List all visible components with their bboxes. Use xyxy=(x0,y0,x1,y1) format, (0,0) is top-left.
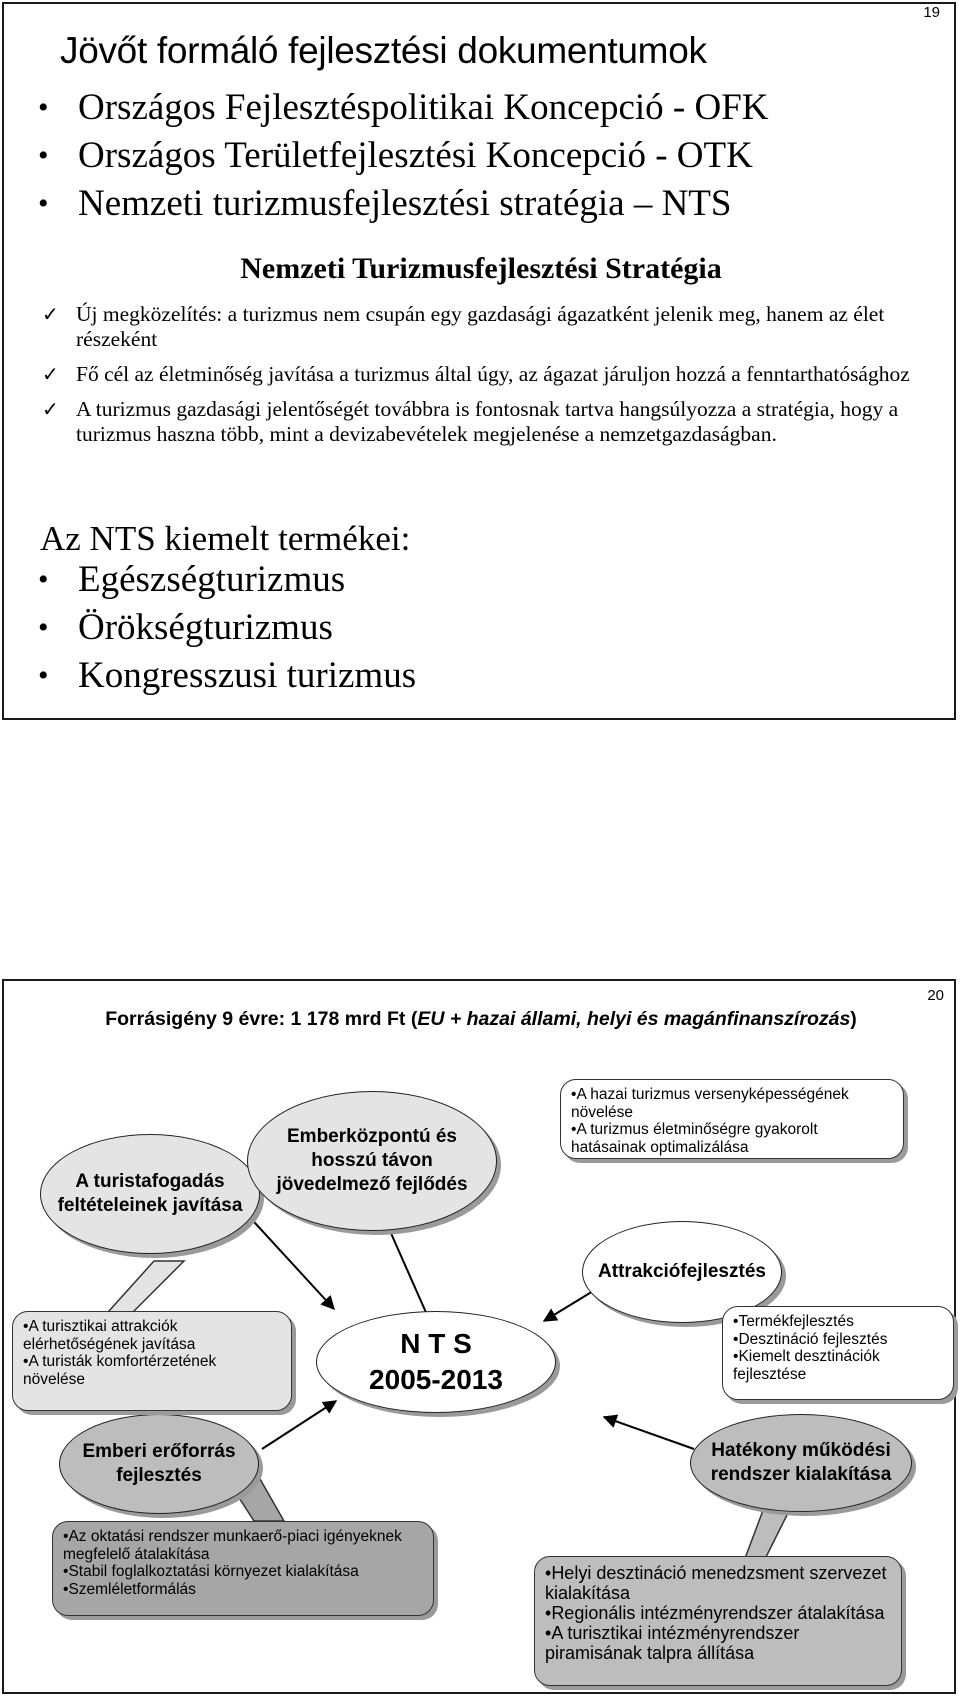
list-item: • A turisztikai intézményrendszer piramisának talpra állítása xyxy=(545,1623,891,1663)
list-item: • Az oktatási rendszer munkaerő-piaci igényeknek megfelelő átalakítása xyxy=(63,1528,423,1563)
slide-20 xyxy=(2,979,956,1694)
list-item: • A turisták komfortérzetének növelése xyxy=(23,1353,281,1388)
list-item: • Kiemelt desztinációk fejlesztése xyxy=(733,1348,943,1383)
slide-19 xyxy=(2,2,956,720)
callout-management xyxy=(534,1556,902,1686)
check-text: Új megközelítés: a turizmus nem csupán egy gazdasági ágazatként jelenik meg, hanem az élet részeként xyxy=(76,302,885,351)
callout-competitiveness xyxy=(560,1079,904,1159)
list-item: • Kongresszusi turizmus xyxy=(38,652,416,700)
arrow-from-hospitality xyxy=(244,1211,334,1309)
oval-text: Emberi erőforrás xyxy=(82,1441,236,1462)
oval-text: Emberközpontú és xyxy=(287,1126,457,1147)
list-item: • Egészségturizmus xyxy=(38,556,416,604)
list-item: • Helyi desztináció menedzsment szervezet kialakítása xyxy=(545,1563,891,1603)
products-heading: Az NTS kiemelt termékei: xyxy=(40,519,411,558)
oval-text: Attrakciófejlesztés xyxy=(598,1261,766,1282)
center-title: N T S xyxy=(400,1328,472,1359)
check-item xyxy=(42,397,922,447)
check-text: A turizmus gazdasági jelentőségét továbbra is fontosnak tartva hangsúlyozza a stratégia, hogy a turizmus haszna több, mint a devizabevételek megjelenése a nemzetgazdaságban. xyxy=(76,397,899,446)
list-item: • A turizmus életminőségre gyakorolt hatásainak optimalizálása xyxy=(571,1121,893,1156)
document-list xyxy=(38,84,769,228)
check-item xyxy=(42,362,922,387)
center-period: 2005-2013 xyxy=(369,1364,503,1395)
oval-text: fejlesztés xyxy=(116,1465,202,1486)
callout-products xyxy=(722,1306,954,1400)
funding-sources: EU + hazai állami, helyi és magánfinanszírozás xyxy=(417,1008,851,1030)
list-item: • Desztináció fejlesztés xyxy=(733,1331,943,1349)
oval-people-centered xyxy=(247,1091,497,1231)
funding-prefix: Forrásigény 9 évre: 1 178 mrd Ft ( xyxy=(105,1008,418,1030)
slide-title: Jövőt formáló fejlesztési dokumentumok xyxy=(60,30,707,71)
oval-hospitality xyxy=(40,1134,260,1254)
oval-text: Hatékony működési xyxy=(711,1440,891,1461)
list-item: • Termékfejlesztés xyxy=(733,1313,943,1331)
funding-suffix: ) xyxy=(850,1008,857,1030)
oval-text: hosszú távon xyxy=(311,1150,433,1171)
slide-number: 19 xyxy=(923,4,940,21)
checkmark-icon: ✓ xyxy=(42,397,59,421)
list-item: • Stabil foglalkoztatási környezet kialakítása xyxy=(63,1563,423,1581)
list-item: • Regionális intézményrendszer átalakítása xyxy=(545,1603,891,1623)
product-list xyxy=(38,556,416,700)
check-item xyxy=(42,302,922,352)
callout-education xyxy=(52,1521,434,1616)
list-item: • Szemléletformálás xyxy=(63,1581,423,1599)
list-item: • Országos Fejlesztéspolitikai Koncepció - OFK xyxy=(38,84,769,132)
list-item: • Nemzeti turizmusfejlesztési stratégia – NTS xyxy=(38,180,769,228)
oval-text: A turistafogadás xyxy=(75,1171,225,1192)
checklist xyxy=(42,302,922,457)
oval-text: feltételeinek javítása xyxy=(57,1195,243,1216)
oval-text: jövedelmező fejlődés xyxy=(276,1174,468,1195)
slide-number: 20 xyxy=(927,987,944,1004)
checkmark-icon: ✓ xyxy=(42,302,59,326)
list-item: • A hazai turizmus versenyképességének növelése xyxy=(571,1086,893,1121)
arrow-from-system xyxy=(604,1417,694,1449)
strategy-heading: Nemzeti Turizmusfejlesztési Stratégia xyxy=(240,252,722,285)
oval-human-resources xyxy=(59,1414,259,1514)
oval-operating-system xyxy=(690,1414,912,1512)
oval-nts-center xyxy=(316,1311,556,1413)
check-text: Fő cél az életminőség javítása a turizmus által úgy, az ágazat járuljon hozzá a fenntarthatósághoz xyxy=(76,362,910,386)
list-item: • Országos Területfejlesztési Koncepció - OTK xyxy=(38,132,769,180)
callout-attractions xyxy=(12,1311,292,1411)
list-item: • A turisztikai attrakciók elérhetőségének javítása xyxy=(23,1318,281,1353)
checkmark-icon: ✓ xyxy=(42,362,59,386)
list-item: • Örökségturizmus xyxy=(38,604,416,652)
oval-text: rendszer kialakítása xyxy=(710,1464,892,1485)
